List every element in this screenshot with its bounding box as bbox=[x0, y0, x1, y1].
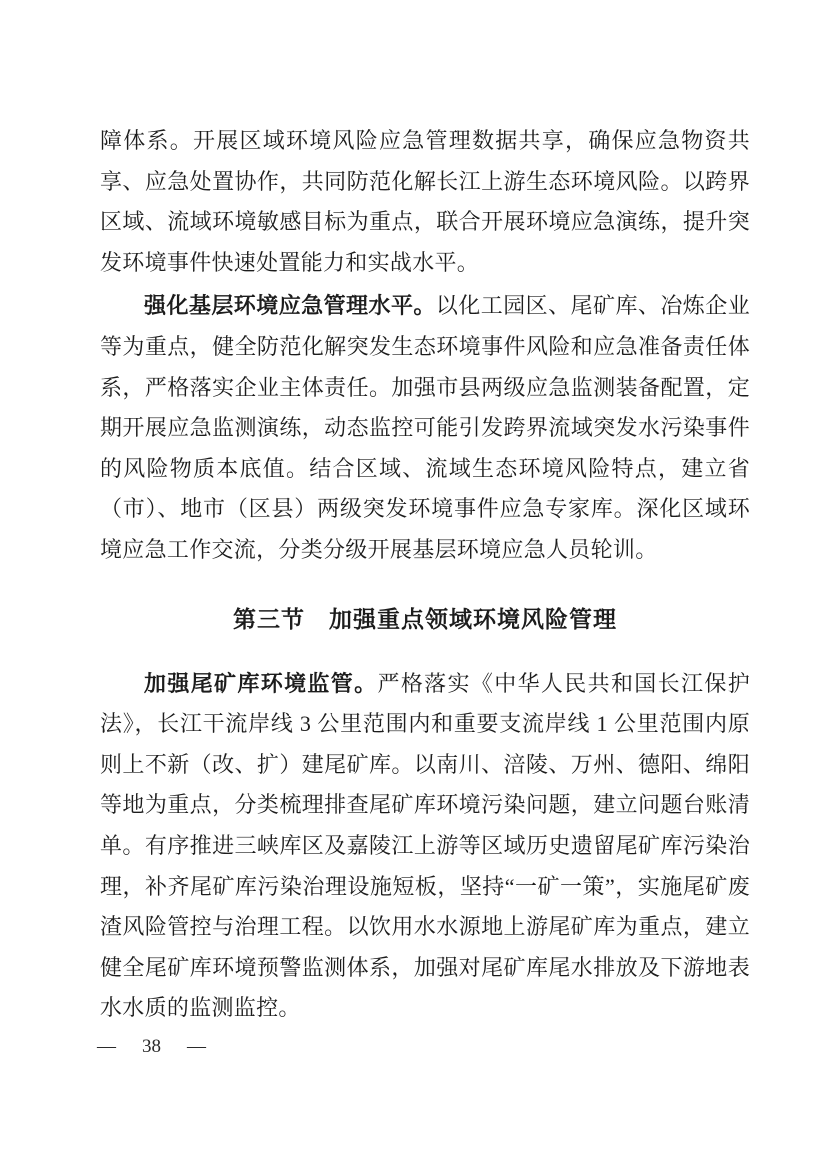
page-footer bbox=[97, 1036, 206, 1058]
footer-dash-left: — bbox=[97, 1036, 116, 1057]
paragraph-text: 严格落实《中华人民共和国长江保护法》，长江干流岸线 3 公里范围内和重要支流岸线 1 公里范围内原则上不新（改、扩）建尾矿库。以南川、涪陵、万州、德阳、绵阳等地为重点，分类梳理排查尾矿库环境污染问题，建立问题台账清单。有序推进三峡库区及嘉陵江上游等区域历史遗留尾矿库污染治理，补齐尾矿库污染治理设施短板，坚持“一矿一策”，实施尾矿废渣风险管控与治理工程。以饮用水水源地上游尾矿库为重点，建立健全尾矿库环境预警监测体系，加强对尾矿库尾水排放及下游地表水水质的监测监控。 bbox=[100, 670, 750, 1021]
footer-dash-right: — bbox=[187, 1036, 206, 1057]
paragraph-text: 以化工园区、尾矿库、冶炼企业等为重点，健全防范化解突发生态环境事件风险和应急准备责任体系，严格落实企业主体责任。加强市县两级应急监测装备配置，定期开展应急监测演练，动态监控可能引发跨界流域突发水污染事件的风险物质本底值。结合区域、流域生态环境风险特点，建立省（市）、地市（区县）两级突发环境事件应急专家库。深化区域环境应急工作交流，分类分级开展基层环境应急人员轮训。 bbox=[100, 293, 751, 562]
paragraph-lead-bold: 加强尾矿库环境监管。 bbox=[144, 670, 378, 696]
page-number: 38 bbox=[142, 1036, 161, 1057]
paragraph-tailings-pond-regulation bbox=[100, 664, 750, 1029]
paragraph-text: 障体系。开展区域环境风险应急管理数据共享，确保应急物资共享、应急处置协作，共同防范化解长江上游生态环境风险。以跨界区域、流域环境敏感目标为重点，联合开展环境应急演练，提升突发环境事件快速处置能力和实战水平。 bbox=[100, 128, 750, 275]
paragraph-grassroots-emergency-management bbox=[100, 286, 750, 570]
section-heading: 第三节 加强重点领域环境风险管理 bbox=[233, 606, 617, 632]
paragraph-lead-bold: 强化基层环境应急管理水平。 bbox=[144, 293, 436, 319]
paragraph-emergency-coordination bbox=[100, 121, 750, 283]
document-content bbox=[100, 121, 750, 1032]
